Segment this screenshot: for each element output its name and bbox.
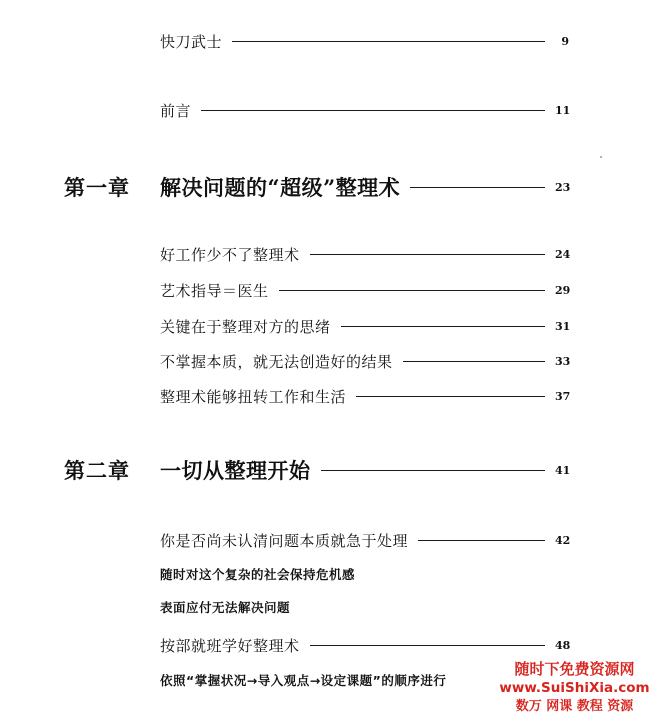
chapter-page: 23 — [555, 180, 571, 194]
toc-entry[interactable] — [0, 634, 655, 656]
entry-title: 快刀武士 — [160, 32, 223, 51]
watermark-line1: 随时下免费资源网 — [514, 660, 635, 678]
entry-title: 前言 — [160, 101, 192, 120]
entry-page: 29 — [555, 283, 571, 297]
toc-entry[interactable] — [0, 30, 655, 52]
site-watermark — [494, 659, 655, 721]
toc-subentry[interactable] — [0, 564, 655, 584]
entry-title: 艺术指导＝医生 — [160, 281, 269, 300]
entry-page: 11 — [555, 103, 571, 117]
entry-page: 31 — [555, 319, 571, 333]
leader-line — [356, 396, 545, 397]
leader-line — [418, 540, 545, 541]
entry-title: 整理术能够扭转工作和生活 — [160, 387, 347, 406]
leader-line — [279, 290, 545, 291]
chapter-number: 第一章 — [64, 175, 130, 200]
leader-line — [201, 110, 545, 111]
chapter-heading[interactable] — [0, 172, 655, 202]
leader-line — [321, 470, 546, 471]
toc-entry[interactable] — [0, 99, 655, 121]
chapter-title: 解决问题的“超级”整理术 — [160, 175, 401, 200]
entry-title: 不掌握本质，就无法创造好的结果 — [160, 352, 393, 371]
toc-entry[interactable] — [0, 243, 655, 265]
entry-page: 48 — [555, 638, 571, 652]
subentry-title: 随时对这个复杂的社会保持危机感 — [160, 567, 356, 582]
watermark-url: www.SuiShiXia.com — [499, 680, 650, 696]
entry-page: 37 — [555, 389, 571, 403]
watermark-line3: 数万 网课 教程 资源 — [515, 699, 634, 714]
leader-line — [232, 41, 545, 42]
chapter-page: 41 — [555, 463, 571, 477]
subentry-title: 依照“掌握状况→导入观点→设定课题”的顺序进行 — [160, 673, 447, 688]
toc-entry[interactable] — [0, 279, 655, 301]
subentry-title: 表面应付无法解决问题 — [160, 600, 291, 615]
leader-line — [410, 187, 545, 188]
toc-entry[interactable] — [0, 315, 655, 337]
entry-page: 33 — [555, 354, 571, 368]
toc-subentry[interactable] — [0, 597, 655, 617]
entry-page: 24 — [555, 247, 571, 261]
toc-entry[interactable] — [0, 350, 655, 372]
entry-title: 好工作少不了整理术 — [160, 245, 300, 264]
leader-line — [310, 254, 545, 255]
entry-title: 你是否尚未认清问题本质就急于处理 — [160, 531, 409, 550]
scan-speck — [600, 156, 602, 158]
leader-line — [341, 326, 545, 327]
entry-page: 42 — [555, 533, 571, 547]
chapter-title: 一切从整理开始 — [160, 458, 311, 483]
entry-title: 关键在于整理对方的思绪 — [160, 317, 331, 336]
toc-entry[interactable] — [0, 529, 655, 551]
leader-line — [403, 361, 545, 362]
toc-entry[interactable] — [0, 385, 655, 407]
entry-page: 9 — [561, 34, 569, 48]
entry-title: 按部就班学好整理术 — [160, 636, 300, 655]
chapter-heading[interactable] — [0, 455, 655, 485]
leader-line — [310, 645, 545, 646]
chapter-number: 第二章 — [64, 458, 130, 483]
